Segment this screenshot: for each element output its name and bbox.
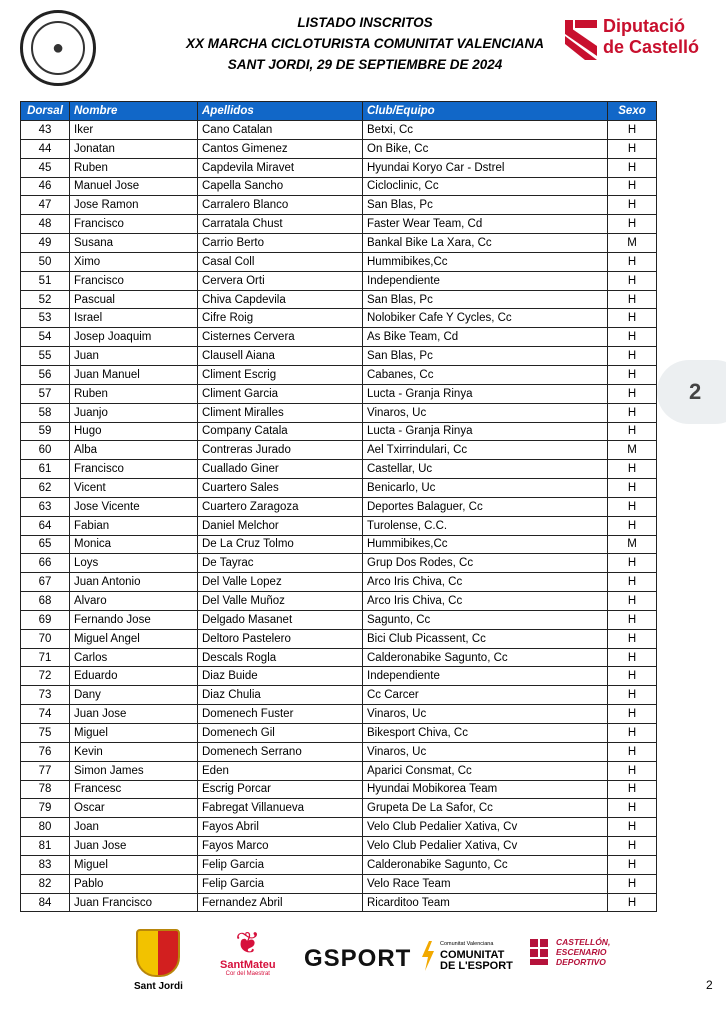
cell-dorsal: 80 [21,818,70,837]
table-row [21,648,657,667]
diputacio-line-1: Diputació [603,16,686,36]
cell-dorsal: 55 [21,347,70,366]
cell-club: Ricarditoo Team [363,893,608,912]
cell-apellidos: Felip Garcia [198,855,363,874]
cell-club: Nolobiker Cafe Y Cycles, Cc [363,309,608,328]
title-line-1: LISTADO INSCRITOS [297,15,433,30]
cell-apellidos: Cervera Orti [198,271,363,290]
cv-line-3: DE L'ESPORT [440,960,513,972]
cell-nombre: Juan Antonio [70,573,198,592]
table-row [21,347,657,366]
cell-club: San Blas, Pc [363,290,608,309]
cell-sexo: H [608,724,657,743]
cell-club: On Bike, Cc [363,139,608,158]
table-row [21,215,657,234]
document-title [160,12,570,75]
cell-apellidos: Cifre Roig [198,309,363,328]
cast-line-1: CASTELLÓN, [556,937,611,947]
cell-sexo: H [608,460,657,479]
diputacio-logo [565,16,699,60]
cell-dorsal: 59 [21,422,70,441]
cell-apellidos: Carralero Blanco [198,196,363,215]
cell-apellidos: Casal Coll [198,252,363,271]
cell-club: As Bike Team, Cd [363,328,608,347]
cell-apellidos: Capdevila Miravet [198,158,363,177]
table-row [21,761,657,780]
table-row [21,610,657,629]
cell-dorsal: 74 [21,705,70,724]
cell-nombre: Francesc [70,780,198,799]
cell-nombre: Alba [70,441,198,460]
cell-nombre: Hugo [70,422,198,441]
cell-nombre: Juanjo [70,403,198,422]
cell-dorsal: 65 [21,535,70,554]
cell-club: Calderonabike Sagunto, Cc [363,855,608,874]
cell-dorsal: 62 [21,479,70,498]
cell-club: Benicarlo, Uc [363,479,608,498]
cell-club: Hyundai Mobikorea Team [363,780,608,799]
cell-apellidos: Del Valle Lopez [198,573,363,592]
cell-sexo: H [608,215,657,234]
cell-sexo: H [608,837,657,856]
cell-apellidos: Domenech Gil [198,724,363,743]
page-indicator-number: 2 [689,379,702,404]
table-row [21,573,657,592]
cell-dorsal: 47 [21,196,70,215]
column-header-club: Club/Equipo [363,102,608,121]
cell-apellidos: Climent Miralles [198,403,363,422]
cell-dorsal: 81 [21,837,70,856]
cell-dorsal: 71 [21,648,70,667]
gsport-logo [304,945,411,973]
cell-sexo: M [608,535,657,554]
table-row [21,780,657,799]
cell-sexo: H [608,742,657,761]
cell-dorsal: 66 [21,554,70,573]
castellon-mark-icon [528,937,550,967]
cell-club: Ael Txirrindulari, Cc [363,441,608,460]
cell-nombre: Juan Francisco [70,893,198,912]
cell-dorsal: 44 [21,139,70,158]
cell-apellidos: Daniel Melchor [198,516,363,535]
cell-apellidos: Cisternes Cervera [198,328,363,347]
table-row [21,724,657,743]
cell-apellidos: Fabregat Villanueva [198,799,363,818]
cell-dorsal: 46 [21,177,70,196]
cell-nombre: Israel [70,309,198,328]
table-row [21,196,657,215]
cell-dorsal: 67 [21,573,70,592]
cell-apellidos: Descals Rogla [198,648,363,667]
table-row [21,535,657,554]
cell-sexo: H [608,573,657,592]
cell-club: Hummibikes,Cc [363,535,608,554]
lightning-icon [420,941,436,971]
table-row [21,271,657,290]
cell-club: Cicloclinic, Cc [363,177,608,196]
cell-apellidos: Capella Sancho [198,177,363,196]
cell-sexo: H [608,799,657,818]
cell-nombre: Juan [70,347,198,366]
cell-apellidos: Fayos Marco [198,837,363,856]
cell-sexo: H [608,629,657,648]
shield-icon [136,929,180,977]
cell-dorsal: 58 [21,403,70,422]
table-row [21,667,657,686]
cell-nombre: Carlos [70,648,198,667]
cell-sexo: H [608,497,657,516]
santmateu-logo [220,929,276,977]
cell-club: Velo Club Pedalier Xativa, Cv [363,837,608,856]
table-row [21,479,657,498]
cell-apellidos: Chiva Capdevila [198,290,363,309]
cell-sexo: H [608,121,657,140]
cell-sexo: H [608,328,657,347]
cell-sexo: H [608,592,657,611]
page-number: 2 [706,978,713,992]
table-header-row [21,102,657,121]
table-row [21,177,657,196]
cell-dorsal: 75 [21,724,70,743]
santmateu-label: SantMateu [220,959,276,971]
cell-dorsal: 54 [21,328,70,347]
cell-club: Faster Wear Team, Cd [363,215,608,234]
cell-club: San Blas, Pc [363,196,608,215]
cell-nombre: Francisco [70,271,198,290]
cell-sexo: H [608,479,657,498]
cell-nombre: Ruben [70,158,198,177]
cell-club: Sagunto, Cc [363,610,608,629]
cell-nombre: Monica [70,535,198,554]
column-header-apellidos: Apellidos [198,102,363,121]
table-row [21,516,657,535]
cell-dorsal: 72 [21,667,70,686]
cell-sexo: H [608,384,657,403]
cell-club: Grupeta De La Safor, Cc [363,799,608,818]
cell-apellidos: Diaz Chulia [198,686,363,705]
cell-club: Arco Iris Chiva, Cc [363,592,608,611]
cell-dorsal: 60 [21,441,70,460]
santmateu-mark-icon: ❦ [235,927,261,960]
cell-sexo: H [608,780,657,799]
cell-club: Calderonabike Sagunto, Cc [363,648,608,667]
cell-sexo: H [608,705,657,724]
cell-club: Hummibikes,Cc [363,252,608,271]
cell-sexo: H [608,252,657,271]
sponsor-footer [0,925,726,995]
cell-club: Hyundai Koryo Car - Dstrel [363,158,608,177]
cell-dorsal: 45 [21,158,70,177]
page-indicator-tab[interactable] [657,360,726,424]
santjordi-logo [134,929,183,992]
cell-dorsal: 70 [21,629,70,648]
cell-sexo: H [608,139,657,158]
castellon-escenario-logo [528,937,610,967]
cell-dorsal: 83 [21,855,70,874]
cell-club: Cc Carcer [363,686,608,705]
table-row [21,158,657,177]
cell-sexo: H [608,893,657,912]
cell-apellidos: Del Valle Muñoz [198,592,363,611]
cell-club: Independiente [363,271,608,290]
cell-nombre: Miguel [70,855,198,874]
federation-logo [20,10,96,86]
cell-apellidos: Domenech Fuster [198,705,363,724]
cell-club: Vinaros, Uc [363,403,608,422]
table-row [21,290,657,309]
diputacio-mark-icon [565,16,597,60]
cell-apellidos: Cuartero Sales [198,479,363,498]
cell-apellidos: Clausell Aiana [198,347,363,366]
cell-club: Bici Club Picassent, Cc [363,629,608,648]
table-row [21,252,657,271]
cell-apellidos: Carrio Berto [198,234,363,253]
cell-club: Cabanes, Cc [363,365,608,384]
cell-club: Vinaros, Uc [363,742,608,761]
cell-dorsal: 79 [21,799,70,818]
cell-apellidos: Diaz Buide [198,667,363,686]
cell-dorsal: 43 [21,121,70,140]
cell-nombre: Eduardo [70,667,198,686]
cell-nombre: Vicent [70,479,198,498]
cell-dorsal: 69 [21,610,70,629]
cell-apellidos: Cano Catalan [198,121,363,140]
cell-nombre: Fabian [70,516,198,535]
cell-sexo: H [608,403,657,422]
cell-club: Bankal Bike La Xara, Cc [363,234,608,253]
cell-nombre: Juan Jose [70,705,198,724]
cast-line-2: ESCENARIO [556,947,607,957]
column-header-sexo: Sexo [608,102,657,121]
cell-apellidos: Company Catala [198,422,363,441]
santmateu-sub: Cor del Maestrat [225,971,270,977]
cell-apellidos: Carratala Chust [198,215,363,234]
table-row [21,328,657,347]
cell-dorsal: 49 [21,234,70,253]
title-line-2: XX MARCHA CICLOTURISTA COMUNITAT VALENCIANA [186,36,544,51]
cell-dorsal: 61 [21,460,70,479]
table-row [21,799,657,818]
cell-dorsal: 77 [21,761,70,780]
cell-apellidos: De Tayrac [198,554,363,573]
cell-apellidos: Climent Garcia [198,384,363,403]
cell-sexo: H [608,648,657,667]
cell-apellidos: Fernandez Abril [198,893,363,912]
cell-dorsal: 84 [21,893,70,912]
cell-sexo: H [608,554,657,573]
table-body [21,121,657,912]
cell-sexo: H [608,177,657,196]
cell-club: Lucta - Granja Rinya [363,422,608,441]
cell-club: Independiente [363,667,608,686]
cell-nombre: Joan [70,818,198,837]
cell-nombre: Ximo [70,252,198,271]
cell-dorsal: 76 [21,742,70,761]
cell-sexo: H [608,309,657,328]
cast-line-3: DEPORTIVO [556,957,606,967]
cell-club: Betxi, Cc [363,121,608,140]
cell-dorsal: 68 [21,592,70,611]
cell-nombre: Pablo [70,874,198,893]
table-row [21,893,657,912]
cell-dorsal: 63 [21,497,70,516]
cell-dorsal: 50 [21,252,70,271]
cell-nombre: Pascual [70,290,198,309]
cell-sexo: H [608,516,657,535]
cell-nombre: Jose Vicente [70,497,198,516]
cell-apellidos: Eden [198,761,363,780]
column-header-dorsal: Dorsal [21,102,70,121]
table-row [21,705,657,724]
cell-sexo: M [608,441,657,460]
column-header-nombre: Nombre [70,102,198,121]
cell-nombre: Ruben [70,384,198,403]
cell-nombre: Susana [70,234,198,253]
cell-dorsal: 82 [21,874,70,893]
cell-nombre: Juan Manuel [70,365,198,384]
table-row [21,309,657,328]
table-row [21,818,657,837]
comunitat-esport-logo [420,939,513,972]
cell-dorsal: 56 [21,365,70,384]
cell-sexo: H [608,667,657,686]
cell-nombre: Juan Jose [70,837,198,856]
table-row [21,497,657,516]
cell-dorsal: 57 [21,384,70,403]
cell-apellidos: Contreras Jurado [198,441,363,460]
cell-apellidos: Domenech Serrano [198,742,363,761]
cell-nombre: Kevin [70,742,198,761]
cell-dorsal: 51 [21,271,70,290]
cell-nombre: Miguel Angel [70,629,198,648]
table-row [21,874,657,893]
cell-sexo: H [608,290,657,309]
cell-apellidos: Escrig Porcar [198,780,363,799]
cell-sexo: M [608,234,657,253]
cell-dorsal: 53 [21,309,70,328]
table-row [21,441,657,460]
cell-dorsal: 78 [21,780,70,799]
cell-nombre: Jonatan [70,139,198,158]
cell-nombre: Miguel [70,724,198,743]
cell-sexo: H [608,761,657,780]
cell-dorsal: 48 [21,215,70,234]
cell-apellidos: Fayos Abril [198,818,363,837]
cell-sexo: H [608,365,657,384]
cell-nombre: Iker [70,121,198,140]
cell-club: San Blas, Pc [363,347,608,366]
cell-sexo: H [608,855,657,874]
cell-club: Aparici Consmat, Cc [363,761,608,780]
cyclist-icon: ● [31,21,85,75]
cell-apellidos: Cantos Gimenez [198,139,363,158]
cell-apellidos: Delgado Masanet [198,610,363,629]
title-line-3: SANT JORDI, 29 DE SEPTIEMBRE DE 2024 [227,57,503,72]
table-row [21,629,657,648]
cell-nombre: Francisco [70,460,198,479]
cell-sexo: H [608,874,657,893]
cell-club: Turolense, C.C. [363,516,608,535]
cell-nombre: Manuel Jose [70,177,198,196]
table-row [21,121,657,140]
table-row [21,365,657,384]
cell-nombre: Josep Joaquim [70,328,198,347]
cell-nombre: Simon James [70,761,198,780]
cell-nombre: Fernando Jose [70,610,198,629]
cell-club: Bikesport Chiva, Cc [363,724,608,743]
cell-sexo: H [608,196,657,215]
table-row [21,592,657,611]
cell-sexo: H [608,271,657,290]
registrants-table [20,101,657,912]
cv-line-2: COMUNITAT [440,949,505,961]
diputacio-line-2: de Castelló [603,37,700,57]
cell-nombre: Dany [70,686,198,705]
cell-club: Deportes Balaguer, Cc [363,497,608,516]
table-row [21,422,657,441]
cell-dorsal: 73 [21,686,70,705]
cell-club: Grup Dos Rodes, Cc [363,554,608,573]
cell-club: Castellar, Uc [363,460,608,479]
cell-dorsal: 64 [21,516,70,535]
table-row [21,460,657,479]
table-row [21,554,657,573]
santjordi-label: Sant Jordi [134,981,183,992]
table-row [21,403,657,422]
cell-nombre: Loys [70,554,198,573]
cell-nombre: Francisco [70,215,198,234]
cell-club: Arco Iris Chiva, Cc [363,573,608,592]
cell-sexo: H [608,818,657,837]
cell-apellidos: Cuallado Giner [198,460,363,479]
cell-nombre: Jose Ramon [70,196,198,215]
table-row [21,139,657,158]
cell-sexo: H [608,610,657,629]
cell-club: Velo Race Team [363,874,608,893]
cell-club: Velo Club Pedalier Xativa, Cv [363,818,608,837]
table-row [21,234,657,253]
cell-sexo: H [608,422,657,441]
cell-sexo: H [608,347,657,366]
cell-nombre: Alvaro [70,592,198,611]
gsport-label: GSPORT [304,945,412,972]
cell-club: Lucta - Granja Rinya [363,384,608,403]
table-row [21,384,657,403]
cell-nombre: Oscar [70,799,198,818]
cell-apellidos: Felip Garcia [198,874,363,893]
cell-sexo: H [608,686,657,705]
cell-dorsal: 52 [21,290,70,309]
table-row [21,855,657,874]
table-row [21,742,657,761]
cv-line-1: Comunitat Valenciana [440,941,494,947]
cell-apellidos: De La Cruz Tolmo [198,535,363,554]
table-row [21,837,657,856]
cell-sexo: H [608,158,657,177]
cell-apellidos: Cuartero Zaragoza [198,497,363,516]
cell-apellidos: Deltoro Pastelero [198,629,363,648]
cell-apellidos: Climent Escrig [198,365,363,384]
table-row [21,686,657,705]
cell-club: Vinaros, Uc [363,705,608,724]
